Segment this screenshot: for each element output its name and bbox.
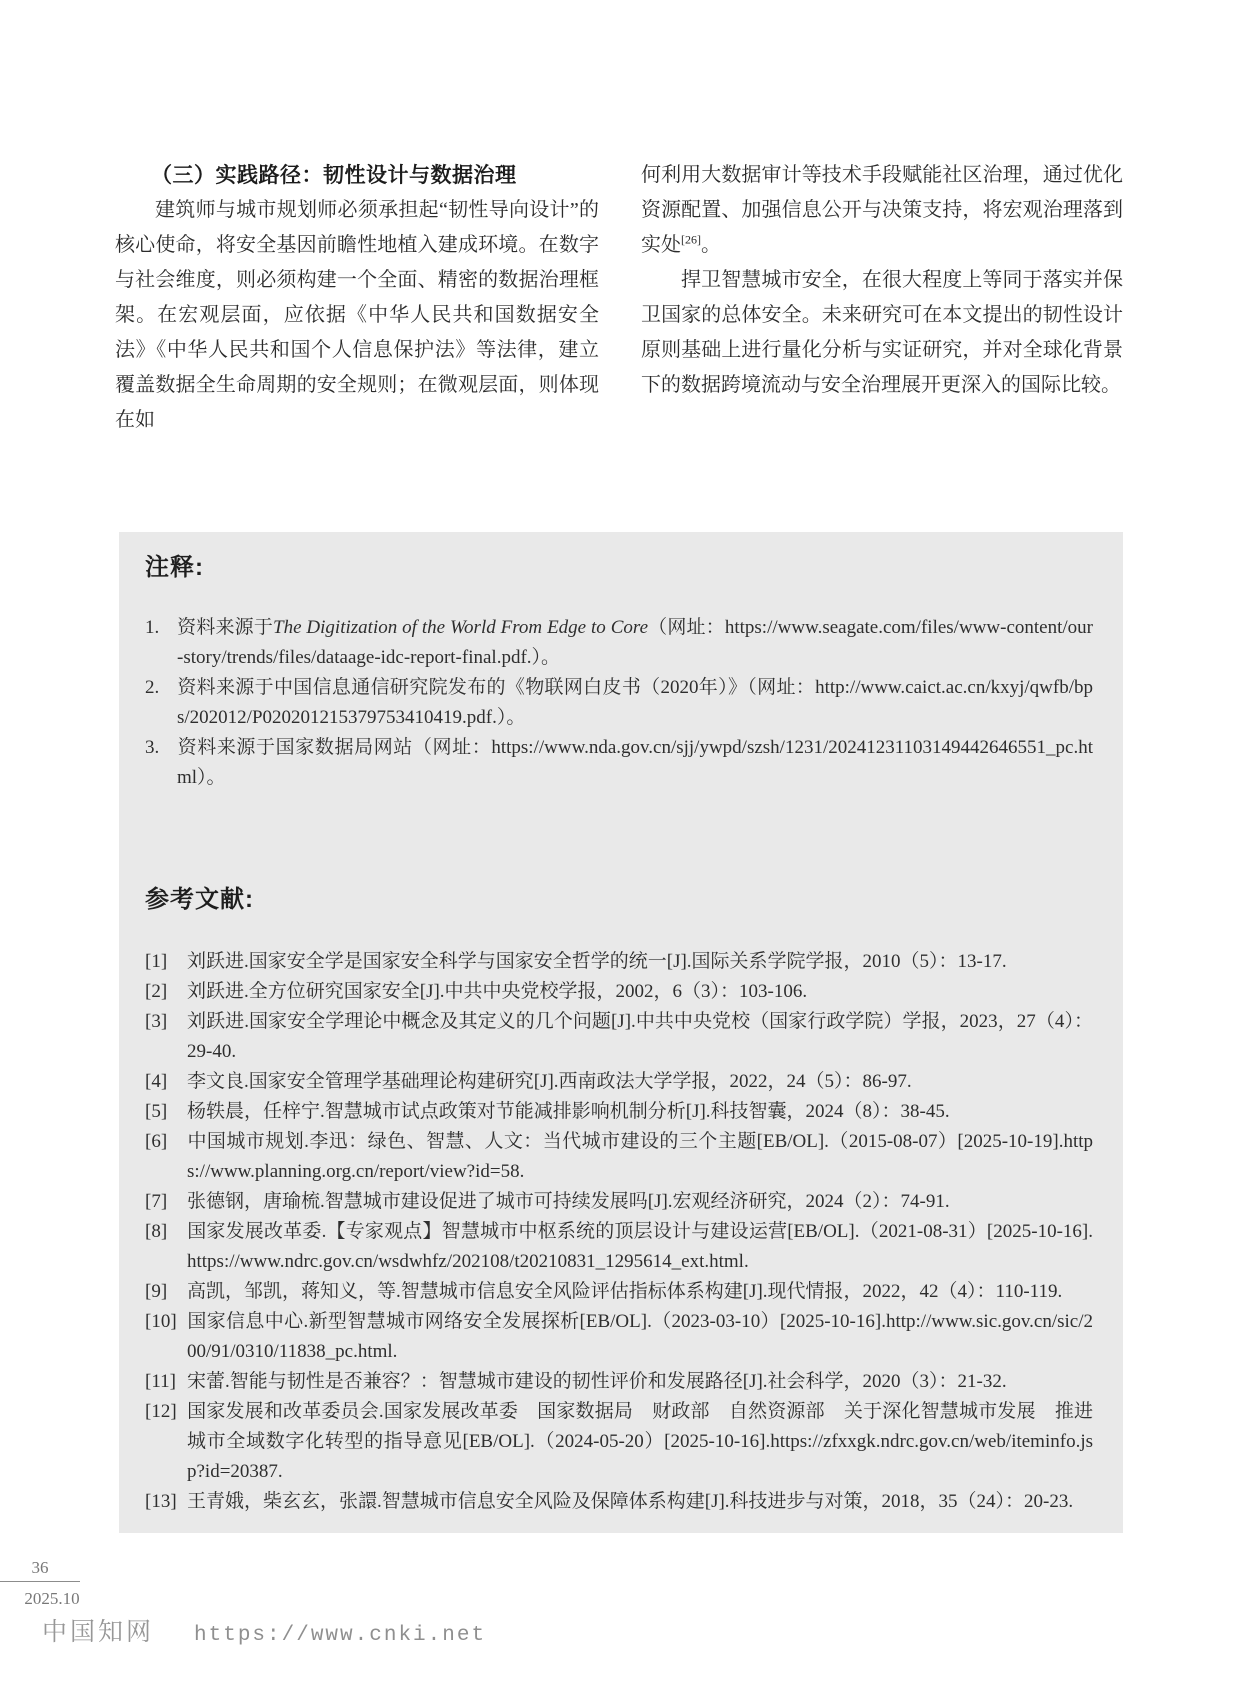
reference-marker: [1] [145,951,168,972]
reference-text: 杨轶晨，任梓宁.智慧城市试点政策对节能减排影响机制分析[J].科技智囊，2024（8）：38-45. [187,1101,950,1122]
note-item [145,673,1093,733]
reference-item [145,977,1093,1007]
reference-item [145,1367,1093,1397]
body-column-left [115,158,599,438]
reference-item [145,1397,1093,1487]
reference-marker: [8] [145,1221,168,1242]
reference-item [145,1097,1093,1127]
reference-item [145,1007,1093,1067]
cnki-url: https://www.cnki.net [194,1624,487,1647]
references-list [145,947,1093,1517]
note-text-suffix: （网址：https://www.seagate.com/files/www-content/our-story/trends/files/dataage-idc-report-final.pdf.）。 [177,617,1093,668]
footnote-ref-26: [26] [681,232,701,247]
cnki-brand: 中国知网 [42,1619,155,1646]
notes-list [145,613,1093,793]
reference-item [145,1487,1093,1517]
reference-marker: [7] [145,1191,168,1212]
continuation-end: 。 [701,234,721,256]
reference-marker: [6] [145,1131,168,1152]
reference-text: 刘跃进.国家安全学是国家安全科学与国家安全哲学的统一[J].国际关系学院学报，2010（5）：13-17. [187,951,1007,972]
note-item [145,613,1093,673]
reference-text: 宋蕾.智能与韧性是否兼容？：智慧城市建设的韧性评价和发展路径[J].社会科学，2020（3）：21-32. [187,1371,1007,1392]
issue-label: 2025.10 [24,1589,80,1608]
page-number-rule [0,1581,80,1582]
note-marker: 2. [145,677,160,698]
reference-item [145,1217,1093,1277]
reference-marker: [5] [145,1101,168,1122]
paragraph-left: 建筑师与城市规划师必须承担起“韧性导向设计”的核心使命，将安全基因前瞻性地植入建成环境。在数字与社会维度，则必须构建一个全面、精密的数据治理框架。在宏观层面，应依据《中华人民共和国数据安全法》《中华人民共和国个人信息保护法》等法律，建立覆盖数据全生命周期的安全规则；在微观层面，则体现在如 [115,199,599,431]
reference-marker: [12] [145,1401,177,1422]
reference-marker: [13] [145,1491,177,1512]
reference-text: 刘跃进.全方位研究国家安全[J].中共中央党校学报，2002，6（3）：103-106. [187,981,808,1002]
reference-marker: [11] [145,1371,176,1392]
note-marker: 3. [145,737,160,758]
reference-marker: [9] [145,1281,168,1302]
reference-item [145,947,1093,977]
reference-text: 李文良.国家安全管理学基础理论构建研究[J].西南政法大学学报，2022，24（5）：86-97. [187,1071,912,1092]
reference-text: 高凯，邹凯，蒋知义，等.智慧城市信息安全风险评估指标体系构建[J].现代情报，2022，42（4）：110-119. [187,1281,1063,1302]
reference-text: 国家发展改革委.【专家观点】智慧城市中枢系统的顶层设计与建设运营[EB/OL].（2021-08-31）[2025-10-16].https://www.ndrc.gov.cn/wsdwhfz/202108/t20210831_1295614_ext.html. [187,1221,1093,1272]
page-number: 36 [31,1558,49,1577]
note-marker: 1. [145,617,160,638]
references-heading: 参考文献: [145,886,254,913]
reference-item [145,1187,1093,1217]
note-text: 资料来源于中国信息通信研究院发布的《物联网白皮书（2020年）》（网址：http://www.caict.ac.cn/kxyj/qwfb/bps/202012/P020201215379753410419.pdf.）。 [177,677,1093,728]
reference-marker: [4] [145,1071,168,1092]
notes-references-panel [119,532,1123,1533]
reference-text: 王青娥，柴玄玄，张譞.智慧城市信息安全风险及保障体系构建[J].科技进步与对策，2018，35（24）：20-23. [187,1491,1074,1512]
reference-marker: [10] [145,1311,177,1332]
reference-text: 国家发展和改革委员会.国家发展改革委 国家数据局 财政部 自然资源部 关于深化智慧城市发展 推进城市全域数字化转型的指导意见[EB/OL].（2024-05-20）[2025-10-16].https://zfxxgk.ndrc.gov.cn/web/iteminfo.jsp?id=20387. [187,1401,1093,1482]
note-text: 资料来源于国家数据局网站（网址：https://www.nda.gov.cn/sjj/ywpd/szsh/1231/20241231103149442646551_pc.html）。 [177,737,1093,788]
reference-item [145,1067,1093,1097]
paragraph-right-continuation [641,158,1123,263]
reference-item [145,1307,1093,1367]
reference-text: 国家信息中心.新型智慧城市网络安全发展探析[EB/OL].（2023-03-10）[2025-10-16].http://www.sic.gov.cn/sic/200/91/0310/11838_pc.html. [187,1311,1093,1362]
reference-text: 张德钢，唐瑜梳.智慧城市建设促进了城市可持续发展吗[J].宏观经济研究，2024（2）：74-91. [187,1191,950,1212]
note-item [145,733,1093,793]
section-heading: （三）实践路径：韧性设计与数据治理 [151,164,517,187]
note-italic-title: The Digitization of the World From Edge to Core [273,617,649,638]
paragraph-right: 捍卫智慧城市安全，在很大程度上等同于落实并保卫国家的总体安全。未来研究可在本文提出的韧性设计原则基础上进行量化分析与实证研究，并对全球化背景下的数据跨境流动与安全治理展开更深入的国际比较。 [641,269,1123,396]
body-column-right [641,158,1123,403]
reference-text: 刘跃进.国家安全学理论中概念及其定义的几个问题[J].中共中央党校（国家行政学院）学报，2023，27（4）：29-40. [187,1011,1093,1062]
reference-text: 中国城市规划.李迅：绿色、智慧、人文：当代城市建设的三个主题[EB/OL].（2015-08-07）[2025-10-19].https://www.planning.org.cn/report/view?id=58. [187,1131,1093,1182]
reference-marker: [2] [145,981,168,1002]
note-text-prefix: 资料来源于 [177,617,274,638]
reference-marker: [3] [145,1011,168,1032]
reference-item [145,1127,1093,1187]
continuation-text: 何利用大数据审计等技术手段赋能社区治理，通过优化资源配置、加强信息公开与决策支持，将宏观治理落到实处 [641,164,1123,256]
reference-item [145,1277,1093,1307]
notes-heading: 注释: [145,554,204,581]
cnki-watermark [42,1612,486,1648]
